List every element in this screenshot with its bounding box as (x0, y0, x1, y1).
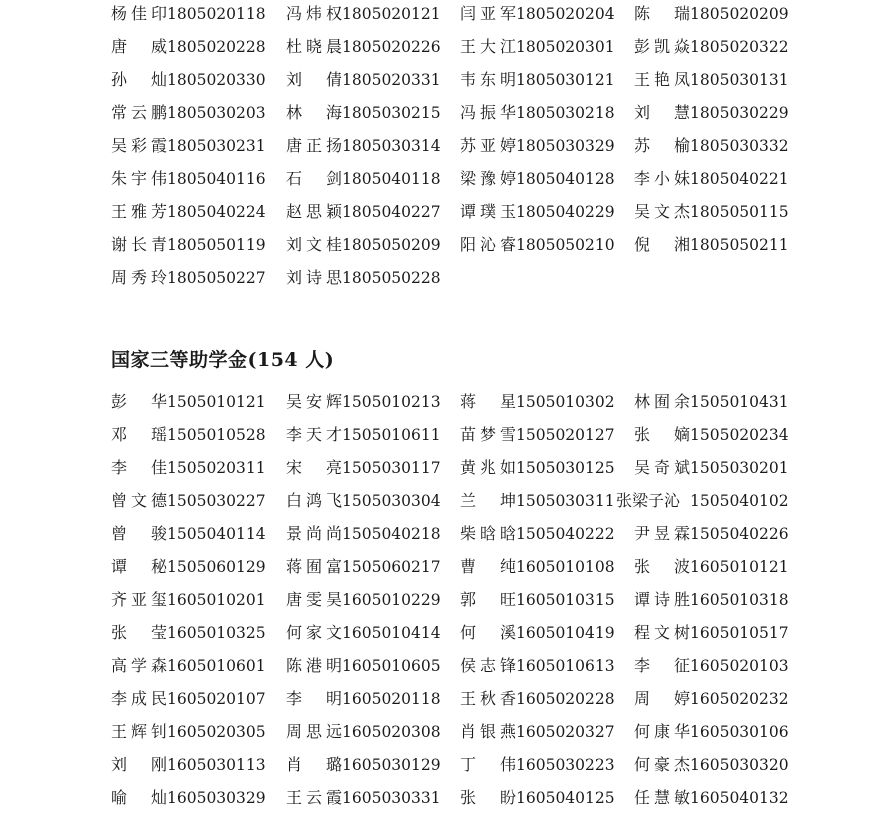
recipient-name: 唐 威 (111, 37, 167, 56)
student-id: 1605010318 (690, 591, 789, 609)
student-id: 1505010121 (167, 393, 266, 411)
recipient-name: 李 明 (286, 689, 342, 708)
student-id: 1505030227 (167, 492, 266, 510)
recipient-entry (111, 655, 266, 677)
recipient-name: 张梁子沁 (616, 491, 681, 510)
list-row (111, 751, 811, 784)
recipient-name: 黄兆如 (460, 458, 516, 477)
list-row (111, 198, 811, 231)
student-id: 1505010528 (167, 426, 266, 444)
student-id: 1805030329 (516, 137, 615, 155)
student-id: 1505030311 (516, 492, 615, 510)
recipient-entry (634, 69, 789, 91)
recipient-name: 张 盼 (460, 788, 516, 807)
recipient-name: 王云霞 (286, 788, 342, 807)
student-id: 1605010121 (690, 558, 789, 576)
list-row (111, 388, 811, 421)
recipient-entry (634, 135, 789, 157)
recipient-name: 王辉钊 (111, 722, 167, 741)
list-row (111, 718, 811, 751)
recipient-entry (460, 787, 615, 809)
recipient-entry (111, 267, 266, 289)
student-id: 1805030314 (342, 137, 441, 155)
list-row (111, 33, 811, 66)
recipient-entry (634, 424, 789, 446)
recipient-name: 王秋香 (460, 689, 516, 708)
list-row (111, 66, 811, 99)
student-id: 1805020331 (342, 71, 441, 89)
student-id: 1805030203 (167, 104, 266, 122)
recipient-name: 苏 榆 (634, 136, 690, 155)
recipient-name: 周思远 (286, 722, 342, 741)
recipient-name: 彭 华 (111, 392, 167, 411)
student-id: 1605020232 (690, 690, 789, 708)
recipient-entry (634, 688, 789, 710)
recipient-entry (286, 787, 441, 809)
list-row (111, 487, 811, 520)
recipient-name: 李 佳 (111, 458, 167, 477)
recipient-entry (634, 201, 789, 223)
student-id: 1805040221 (690, 170, 789, 188)
student-id: 1605010419 (516, 624, 615, 642)
recipient-list-third-class (111, 388, 811, 817)
recipient-entry (460, 688, 615, 710)
student-id: 1605010605 (342, 657, 441, 675)
recipient-name: 肖银燕 (460, 722, 516, 741)
recipient-entry (634, 523, 789, 545)
recipient-entry (460, 655, 615, 677)
recipient-name: 周秀玲 (111, 268, 167, 287)
recipient-entry (286, 201, 441, 223)
student-id: 1605010601 (167, 657, 266, 675)
recipient-entry (111, 69, 266, 91)
student-id: 1805050211 (690, 236, 789, 254)
recipient-entry (111, 3, 266, 25)
recipient-name: 邓 瑶 (111, 425, 167, 444)
recipient-entry (460, 523, 615, 545)
list-row (111, 685, 811, 718)
recipient-entry (286, 267, 441, 289)
student-id: 1605020103 (690, 657, 789, 675)
recipient-name: 谭诗胜 (634, 590, 690, 609)
recipient-name: 侯志锋 (460, 656, 516, 675)
recipient-entry (111, 457, 266, 479)
recipient-name: 蒋 星 (460, 392, 516, 411)
recipient-name: 常云鹏 (111, 103, 167, 122)
recipient-name: 王艳凤 (634, 70, 690, 89)
student-id: 1505060217 (342, 558, 441, 576)
recipient-entry (286, 391, 441, 413)
student-id: 1505030125 (516, 459, 615, 477)
student-id: 1505010302 (516, 393, 615, 411)
recipient-entry (460, 168, 615, 190)
student-id: 1805040128 (516, 170, 615, 188)
student-id: 1805020121 (342, 5, 441, 23)
recipient-name: 兰 坤 (460, 491, 516, 510)
recipient-entry (460, 754, 615, 776)
recipient-entry (460, 201, 615, 223)
student-id: 1805030121 (516, 71, 615, 89)
student-id: 1505030304 (342, 492, 441, 510)
student-id: 1805020322 (690, 38, 789, 56)
recipient-name: 白鸿飞 (286, 491, 342, 510)
recipient-entry (286, 69, 441, 91)
recipient-entry (111, 234, 266, 256)
recipient-entry (460, 102, 615, 124)
list-row (111, 784, 811, 817)
recipient-entry (286, 589, 441, 611)
student-id: 1605030113 (167, 756, 266, 774)
recipient-name: 赵思颖 (286, 202, 342, 221)
recipient-name: 何 溪 (460, 623, 516, 642)
recipient-entry (111, 490, 266, 512)
list-row (111, 231, 811, 264)
student-id: 1605010229 (342, 591, 441, 609)
student-id: 1805030332 (690, 137, 789, 155)
recipient-entry (111, 754, 266, 776)
student-id: 1805020228 (167, 38, 266, 56)
student-id: 1805020204 (516, 5, 615, 23)
recipient-entry (460, 391, 615, 413)
student-id: 1605020327 (516, 723, 615, 741)
student-id: 1605020118 (342, 690, 441, 708)
student-id: 1805050210 (516, 236, 615, 254)
recipient-name: 陈 瑞 (634, 4, 690, 23)
recipient-entry (111, 589, 266, 611)
recipient-name: 刘诗思 (286, 268, 342, 287)
recipient-name: 张 波 (634, 557, 690, 576)
recipient-name: 谭 秘 (111, 557, 167, 576)
student-id: 1805030218 (516, 104, 615, 122)
recipient-name: 任慧敏 (634, 788, 690, 807)
recipient-entry (634, 655, 789, 677)
recipient-name: 谭璞玉 (460, 202, 516, 221)
recipient-name: 杨佳印 (111, 4, 167, 23)
student-id: 1805030131 (690, 71, 789, 89)
list-row (111, 99, 811, 132)
recipient-entry (111, 102, 266, 124)
recipient-name: 李 征 (634, 656, 690, 675)
recipient-entry (460, 3, 615, 25)
student-id: 1605040132 (690, 789, 789, 807)
recipient-entry (286, 721, 441, 743)
recipient-name: 何康华 (634, 722, 690, 741)
student-id: 1805030215 (342, 104, 441, 122)
student-id: 1605010517 (690, 624, 789, 642)
recipient-name: 韦东明 (460, 70, 516, 89)
recipient-name: 陈港明 (286, 656, 342, 675)
recipient-name: 梁豫婷 (460, 169, 516, 188)
student-id: 1505040102 (690, 492, 789, 510)
recipient-name: 高学森 (111, 656, 167, 675)
recipient-name: 冯炜权 (286, 4, 342, 23)
recipient-entry (634, 36, 789, 58)
recipient-entry (460, 721, 615, 743)
recipient-entry (286, 655, 441, 677)
recipient-name: 李天才 (286, 425, 342, 444)
list-row (111, 165, 811, 198)
recipient-entry (460, 36, 615, 58)
student-id: 1605030320 (690, 756, 789, 774)
list-row (111, 586, 811, 619)
recipient-entry (634, 589, 789, 611)
recipient-entry (634, 721, 789, 743)
recipient-entry (634, 787, 789, 809)
recipient-name: 周 婷 (634, 689, 690, 708)
student-id: 1505030201 (690, 459, 789, 477)
student-id: 1605030129 (342, 756, 441, 774)
recipient-name: 李小妹 (634, 169, 690, 188)
recipient-name: 吴奇斌 (634, 458, 690, 477)
student-id: 1805020209 (690, 5, 789, 23)
list-row (111, 264, 811, 297)
recipient-entry (460, 556, 615, 578)
recipient-name: 程文树 (634, 623, 690, 642)
recipient-name: 孙 灿 (111, 70, 167, 89)
student-id: 1805030231 (167, 137, 266, 155)
recipient-entry (634, 391, 789, 413)
recipient-name: 杜晓晨 (286, 37, 342, 56)
student-id: 1505040226 (690, 525, 789, 543)
recipient-entry (286, 234, 441, 256)
student-id: 1505040114 (167, 525, 266, 543)
student-id: 1805040118 (342, 170, 441, 188)
recipient-entry (460, 622, 615, 644)
student-id: 1505040222 (516, 525, 615, 543)
recipient-entry (111, 688, 266, 710)
recipient-entry (634, 102, 789, 124)
recipient-entry (111, 556, 266, 578)
student-id: 1805050227 (167, 269, 266, 287)
list-row (111, 652, 811, 685)
recipient-name: 唐正扬 (286, 136, 342, 155)
recipient-name: 阳沁睿 (460, 235, 516, 254)
recipient-name: 刘 刚 (111, 755, 167, 774)
student-id: 1605020107 (167, 690, 266, 708)
recipient-entry (616, 490, 789, 512)
student-id: 1805040224 (167, 203, 266, 221)
student-id: 1805020301 (516, 38, 615, 56)
recipient-name: 王大江 (460, 37, 516, 56)
recipient-entry (286, 168, 441, 190)
recipient-list-previous (111, 0, 811, 297)
recipient-name: 林囿余 (634, 392, 690, 411)
recipient-entry (286, 754, 441, 776)
recipient-name: 彭凯焱 (634, 37, 690, 56)
student-id: 1805050115 (690, 203, 789, 221)
student-id: 1805050228 (342, 269, 441, 287)
list-row (111, 0, 811, 33)
recipient-entry (286, 102, 441, 124)
student-id: 1605010108 (516, 558, 615, 576)
recipient-entry (634, 754, 789, 776)
section-title: 国家三等助学金(154 人) (111, 349, 335, 371)
recipient-name: 唐雯昊 (286, 590, 342, 609)
recipient-name: 尹昱霖 (634, 524, 690, 543)
student-id: 1505060129 (167, 558, 266, 576)
recipient-entry (286, 688, 441, 710)
recipient-name: 蒋囿富 (286, 557, 342, 576)
student-id: 1805040229 (516, 203, 615, 221)
student-id: 1605030106 (690, 723, 789, 741)
recipient-entry (286, 3, 441, 25)
recipient-name: 林 海 (286, 103, 342, 122)
student-id: 1605010613 (516, 657, 615, 675)
list-row (111, 454, 811, 487)
list-row (111, 132, 811, 165)
recipient-entry (286, 556, 441, 578)
student-id: 1605040125 (516, 789, 615, 807)
recipient-entry (460, 234, 615, 256)
recipient-name: 曾 骏 (111, 524, 167, 543)
recipient-entry (111, 201, 266, 223)
recipient-name: 刘 倩 (286, 70, 342, 89)
recipient-entry (111, 787, 266, 809)
recipient-entry (634, 622, 789, 644)
recipient-name: 闫亚军 (460, 4, 516, 23)
recipient-entry (286, 424, 441, 446)
recipient-entry (286, 135, 441, 157)
recipient-name: 王雅芳 (111, 202, 167, 221)
list-row (111, 520, 811, 553)
recipient-entry (111, 622, 266, 644)
recipient-entry (286, 523, 441, 545)
recipient-entry (634, 234, 789, 256)
recipient-name: 曹 纯 (460, 557, 516, 576)
recipient-name: 刘文桂 (286, 235, 342, 254)
recipient-name: 何豪杰 (634, 755, 690, 774)
student-id: 1605020228 (516, 690, 615, 708)
recipient-entry (460, 135, 615, 157)
recipient-entry (286, 457, 441, 479)
recipient-name: 曾文德 (111, 491, 167, 510)
recipient-entry (460, 69, 615, 91)
recipient-name: 朱宇伟 (111, 169, 167, 188)
student-id: 1505010213 (342, 393, 441, 411)
recipient-entry (111, 168, 266, 190)
recipient-entry (460, 457, 615, 479)
recipient-name: 倪 湘 (634, 235, 690, 254)
student-id: 1805020330 (167, 71, 266, 89)
recipient-name: 冯振华 (460, 103, 516, 122)
student-id: 1505010611 (342, 426, 441, 444)
student-id: 1605020305 (167, 723, 266, 741)
student-id: 1505020234 (690, 426, 789, 444)
recipient-entry (111, 721, 266, 743)
recipient-name: 石 剑 (286, 169, 342, 188)
recipient-entry (286, 490, 441, 512)
recipient-name: 何家文 (286, 623, 342, 642)
recipient-name: 吴文杰 (634, 202, 690, 221)
student-id: 1605030329 (167, 789, 266, 807)
recipient-entry (111, 391, 266, 413)
student-id: 1505040218 (342, 525, 441, 543)
recipient-name: 齐亚玺 (111, 590, 167, 609)
recipient-entry (634, 3, 789, 25)
student-id: 1805040227 (342, 203, 441, 221)
student-id: 1605010201 (167, 591, 266, 609)
recipient-name: 刘 慧 (634, 103, 690, 122)
recipient-name: 郭 旺 (460, 590, 516, 609)
recipient-name: 丁 伟 (460, 755, 516, 774)
student-id: 1805020118 (167, 5, 266, 23)
student-id: 1605010325 (167, 624, 266, 642)
recipient-name: 柴晗晗 (460, 524, 516, 543)
student-id: 1805050119 (167, 236, 266, 254)
student-id: 1505020311 (167, 459, 266, 477)
recipient-name: 苏亚婷 (460, 136, 516, 155)
recipient-name: 张 嫡 (634, 425, 690, 444)
student-id: 1505030117 (342, 459, 441, 477)
recipient-name: 肖 璐 (286, 755, 342, 774)
student-id: 1605010414 (342, 624, 441, 642)
student-id: 1605030223 (516, 756, 615, 774)
recipient-entry (286, 36, 441, 58)
recipient-entry (634, 168, 789, 190)
recipient-entry (460, 589, 615, 611)
recipient-name: 谢长青 (111, 235, 167, 254)
recipient-name: 李成民 (111, 689, 167, 708)
student-id: 1605030331 (342, 789, 441, 807)
student-id: 1505020127 (516, 426, 615, 444)
recipient-name: 宋 亮 (286, 458, 342, 477)
recipient-entry (634, 556, 789, 578)
list-row (111, 421, 811, 454)
recipient-entry (460, 424, 615, 446)
recipient-name: 喻 灿 (111, 788, 167, 807)
recipient-entry (111, 424, 266, 446)
list-row (111, 553, 811, 586)
student-id: 1605020308 (342, 723, 441, 741)
student-id: 1805030229 (690, 104, 789, 122)
student-id: 1505010431 (690, 393, 789, 411)
student-id: 1805040116 (167, 170, 266, 188)
recipient-name: 吴彩霞 (111, 136, 167, 155)
recipient-entry (634, 457, 789, 479)
student-id: 1805020226 (342, 38, 441, 56)
student-id: 1605010315 (516, 591, 615, 609)
recipient-name: 景尚尚 (286, 524, 342, 543)
recipient-name: 苗梦雪 (460, 425, 516, 444)
recipient-entry (286, 622, 441, 644)
recipient-entry (111, 36, 266, 58)
list-row (111, 619, 811, 652)
recipient-entry (111, 523, 266, 545)
student-id: 1805050209 (342, 236, 441, 254)
recipient-name: 吴安辉 (286, 392, 342, 411)
recipient-name: 张 莹 (111, 623, 167, 642)
recipient-entry (111, 135, 266, 157)
recipient-entry (460, 490, 615, 512)
